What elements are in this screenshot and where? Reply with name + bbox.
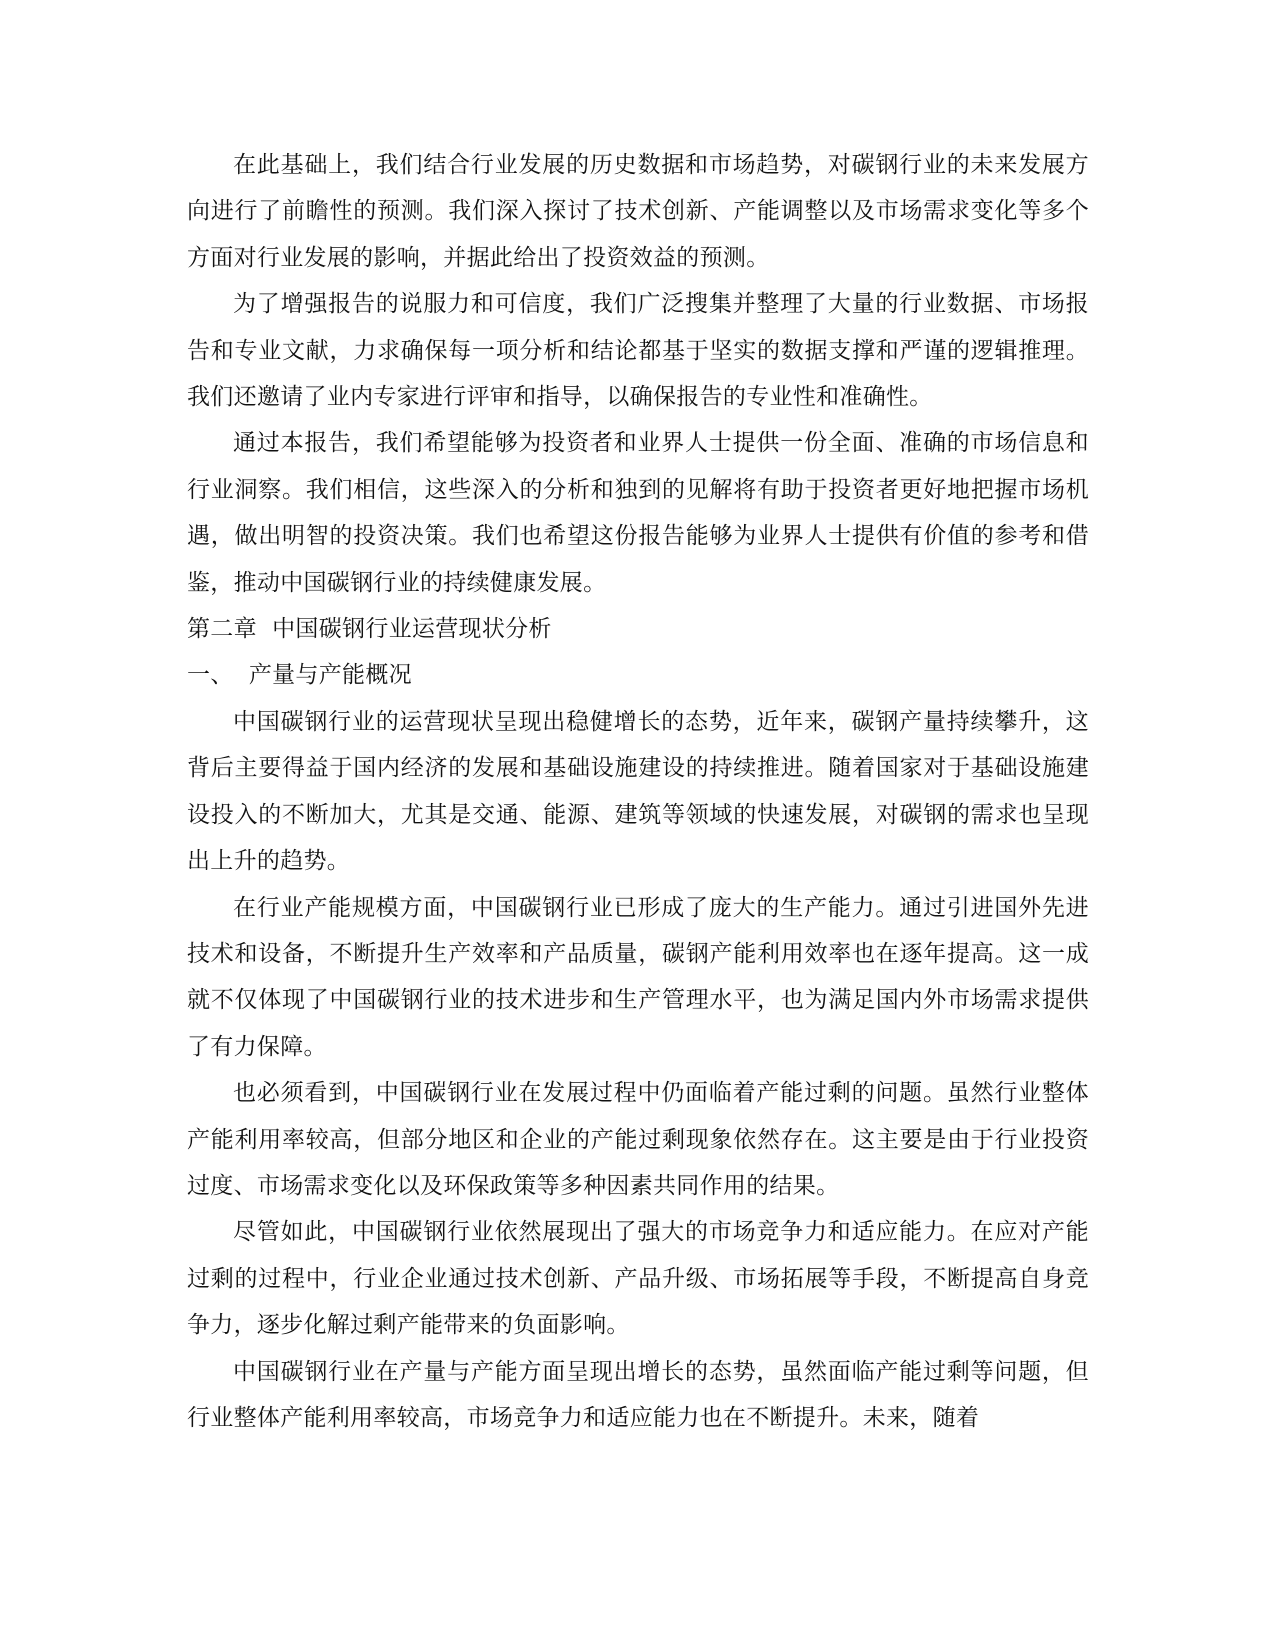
chapter-heading: 第二章 中国碳钢行业运营现状分析 — [187, 616, 552, 643]
paragraph: 在行业产能规模方面，中国碳钢行业已形成了庞大的生产能力。通过引进国外先进技术和设备，不断提升生产效率和产品质量，碳钢产能利用效率也在逐年提高。这一成就不仅体现了中国碳钢行业的技术进步和生产管理水平，也为满足国内外市场需求提供了有力保障。 — [187, 894, 1089, 1060]
paragraph: 中国碳钢行业的运营现状呈现出稳健增长的态势，近年来，碳钢产量持续攀升，这背后主要得益于国内经济的发展和基础设施建设的持续推进。随着国家对于基础设施建设投入的不断加大，尤其是交通、能源、建筑等领域的快速发展，对碳钢的需求也呈现出上升的趋势。 — [187, 708, 1089, 875]
paragraph: 通过本报告，我们希望能够为投资者和业界人士提供一份全面、准确的市场信息和行业洞察。我们相信，这些深入的分析和独到的见解将有助于投资者更好地把握市场机遇，做出明智的投资决策。我们也希望这份报告能够为业界人士提供有价值的参考和借鉴，推动中国碳钢行业的持续健康发展。 — [187, 430, 1089, 596]
paragraph: 也必须看到，中国碳钢行业在发展过程中仍面临着产能过剩的问题。虽然行业整体产能利用率较高，但部分地区和企业的产能过剩现象依然存在。这主要是由于行业投资过度、市场需求变化以及环保政策等多种因素共同作用的结果。 — [187, 1080, 1089, 1199]
paragraph: 中国碳钢行业在产量与产能方面呈现出增长的态势，虽然面临产能过剩等问题，但行业整体产能利用率较高，市场竞争力和适应能力也在不断提升。未来，随着 — [187, 1358, 1089, 1431]
section-heading: 一、 产量与产能概况 — [187, 662, 412, 689]
paragraph: 为了增强报告的说服力和可信度，我们广泛搜集并整理了大量的行业数据、市场报告和专业文献，力求确保每一项分析和结论都基于坚实的数据支撑和严谨的逻辑推理。我们还邀请了业内专家进行评审和指导，以确保报告的专业性和准确性。 — [187, 291, 1089, 411]
paragraph: 尽管如此，中国碳钢行业依然展现出了强大的市场竞争力和适应能力。在应对产能过剩的过程中，行业企业通过技术创新、产品升级、市场拓展等手段，不断提高自身竞争力，逐步化解过剩产能带来的负面影响。 — [187, 1219, 1089, 1339]
paragraph: 在此基础上，我们结合行业发展的历史数据和市场趋势，对碳钢行业的未来发展方向进行了前瞻性的预测。我们深入探讨了技术创新、产能调整以及市场需求变化等多个方面对行业发展的影响，并据此给出了投资效益的预测。 — [187, 152, 1089, 271]
document-body — [187, 142, 1089, 1441]
